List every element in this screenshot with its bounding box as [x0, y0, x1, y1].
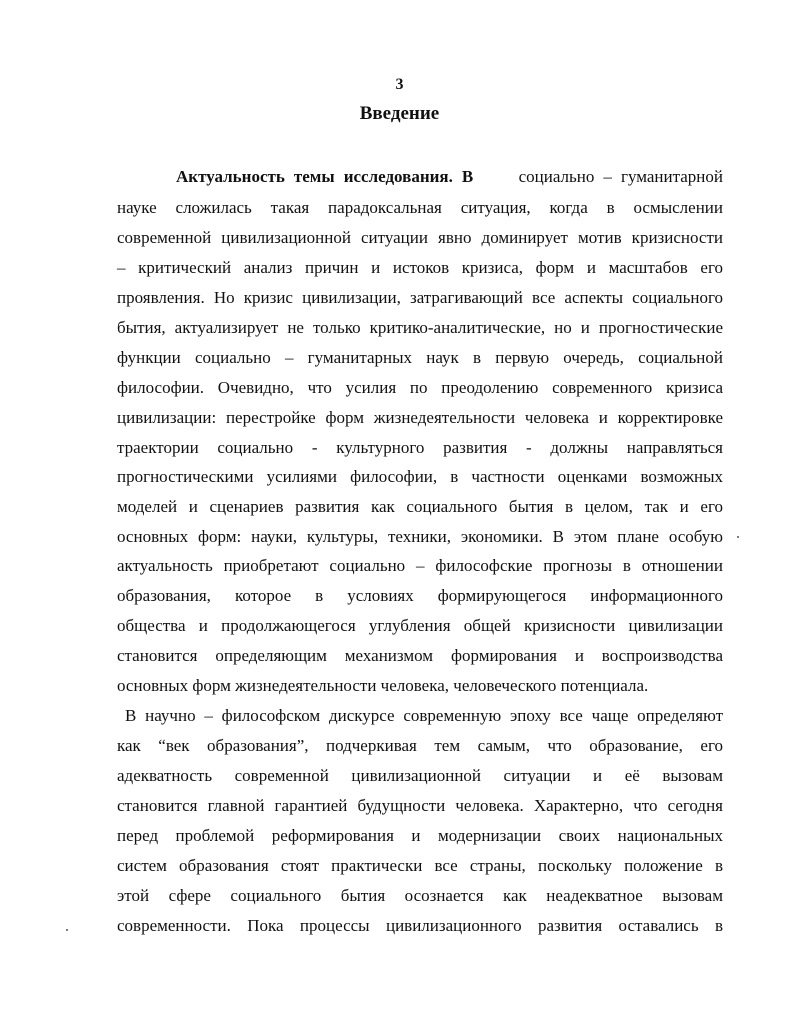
text-line: основных форм жизнедеятельности человека, человеческого потенциала.	[117, 676, 649, 695]
text-line: современности. Пока процессы цивилизационного развития оставались в	[117, 916, 723, 935]
text-line: современной цивилизационной ситуации явно доминирует мотив кризисности	[117, 228, 723, 247]
text-line: траектории социально - культурного развития - должны направляться	[117, 438, 723, 457]
text-line: цивилизации: перестройке форм жизнедеятельности человека и корректировке	[117, 408, 723, 427]
text-line: как “век образования”, подчеркивая тем самым, что образование, его	[117, 736, 723, 755]
text-line: функции социально – гуманитарных наук в первую очередь, социальной	[117, 348, 723, 367]
text-line: систем образования стоят практически все страны, поскольку положение в	[117, 856, 723, 875]
text-line: В научно – философском дискурсе современную эпоху все чаще определяют	[125, 706, 723, 725]
text-fragment: социально – гуманитарной	[518, 167, 724, 186]
lead-phrase: Актуальность темы исследования. В	[176, 167, 474, 186]
text-line: становится определяющим механизмом формирования и воспроизводства	[117, 646, 723, 665]
text-line: перед проблемой реформирования и модернизации своих национальных	[117, 826, 723, 845]
text-line: науке сложилась такая парадоксальная ситуация, когда в осмыслении	[117, 198, 723, 217]
text-line: этой сфере социального бытия осознается как неадекватное вызовам	[117, 886, 723, 905]
text-line: прогностическими усилиями философии, в частности оценками возможных	[117, 467, 723, 486]
text-line: становится главной гарантией будущности человека. Характерно, что сегодня	[117, 796, 723, 815]
page-number: 3	[395, 76, 404, 93]
text-line: моделей и сценариев развития как социального бытия в целом, так и его	[117, 497, 723, 516]
text-line: бытия, актуализирует не только критико-аналитические, но и прогностические	[117, 318, 723, 337]
text-line	[176, 166, 723, 188]
text-line: основных форм: науки, культуры, техники, экономики. В этом плане особую	[117, 527, 723, 546]
text-line: философии. Очевидно, что усилия по преодолению современного кризиса	[117, 378, 723, 397]
text-line: проявления. Но кризис цивилизации, затрагивающий все аспекты социального	[117, 288, 723, 307]
text-line: общества и продолжающегося углубления общей кризисности цивилизации	[117, 616, 723, 635]
text-line: образования, которое в условиях формирующегося информационного	[117, 586, 723, 605]
scan-speck	[66, 929, 68, 931]
scan-speck	[737, 536, 739, 538]
text-line: адекватность современной цивилизационной ситуации и её вызовам	[117, 766, 723, 785]
page-title: Введение	[359, 103, 440, 124]
text-line: актуальность приобретают социально – философские прогнозы в отношении	[117, 556, 723, 575]
text-line: – критический анализ причин и истоков кризиса, форм и масштабов его	[117, 258, 723, 277]
